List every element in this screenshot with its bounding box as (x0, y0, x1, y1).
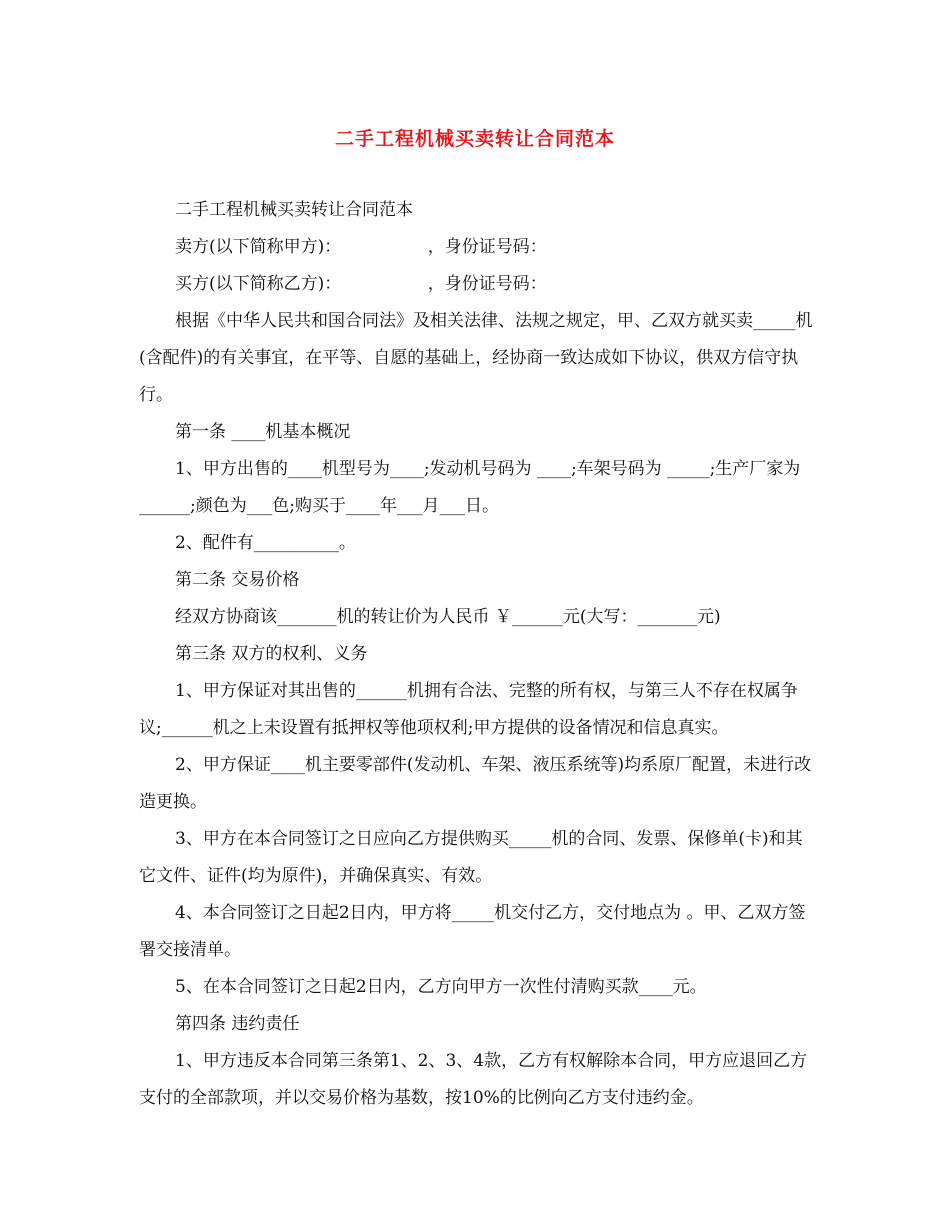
paragraph: 1、甲方保证对其出售的______机拥有合法、完整的所有权，与第三人不存在权属争议;______机之上未设置有抵押权等他项权利;甲方提供的设备情况和信息真实。 (139, 681, 798, 738)
paragraph: 经双方协商该_______机的转让价为人民币 ￥______元(大写：_______元) (175, 607, 721, 627)
paragraph: 5、在本合同签订之日起2日内，乙方向甲方一次性付清购买款____元。 (175, 977, 707, 997)
paragraph: 第一条 ____机基本概况 (175, 422, 351, 442)
paragraph: 2、配件有__________。 (175, 533, 356, 553)
paragraph: 1、甲方出售的____机型号为____;发动机号码为 ____;车架号码为 _____;生产厂家为______;颜色为___色;购买于____年___月___日。 (139, 459, 801, 516)
paragraph: 二手工程机械买卖转让合同范本 (175, 200, 413, 220)
document-title: 二手工程机械买卖转让合同范本 (334, 128, 615, 150)
paragraph: 卖方(以下简称甲方)： ，身份证号码： (175, 237, 547, 257)
document-body (139, 192, 819, 1117)
paragraph: 第三条 双方的权利、义务 (175, 644, 368, 664)
paragraph: 根据《中华人民共和国合同法》及相关法律、法规之规定，甲、乙双方就买卖_____机(含配件)的有关事宜，在平等、自愿的基础上，经协商一致达成如下协议，供双方信守执行。 (139, 311, 813, 405)
paragraph: 4、本合同签订之日起2日内，甲方将_____机交付乙方，交付地点为 。甲、乙双方签署交接清单。 (139, 903, 806, 960)
paragraph: 3、甲方在本合同签订之日应向乙方提供购买_____机的合同、发票、保修单(卡)和其它文件、证件(均为原件)，并确保真实、有效。 (139, 829, 803, 886)
paragraph: 1、甲方违反本合同第三条第1、2、3、4款，乙方有权解除本合同，甲方应退回乙方支付的全部款项，并以交易价格为基数，按10%的比例向乙方支付违约金。 (139, 1051, 808, 1108)
paragraph: 第四条 违约责任 (175, 1014, 300, 1034)
paragraph: 买方(以下简称乙方)： ，身份证号码： (175, 274, 547, 294)
paragraph: 第二条 交易价格 (175, 570, 300, 590)
paragraph: 2、甲方保证____机主要零部件(发动机、车架、液压系统等)均系原厂配置，未进行改造更换。 (139, 755, 812, 812)
